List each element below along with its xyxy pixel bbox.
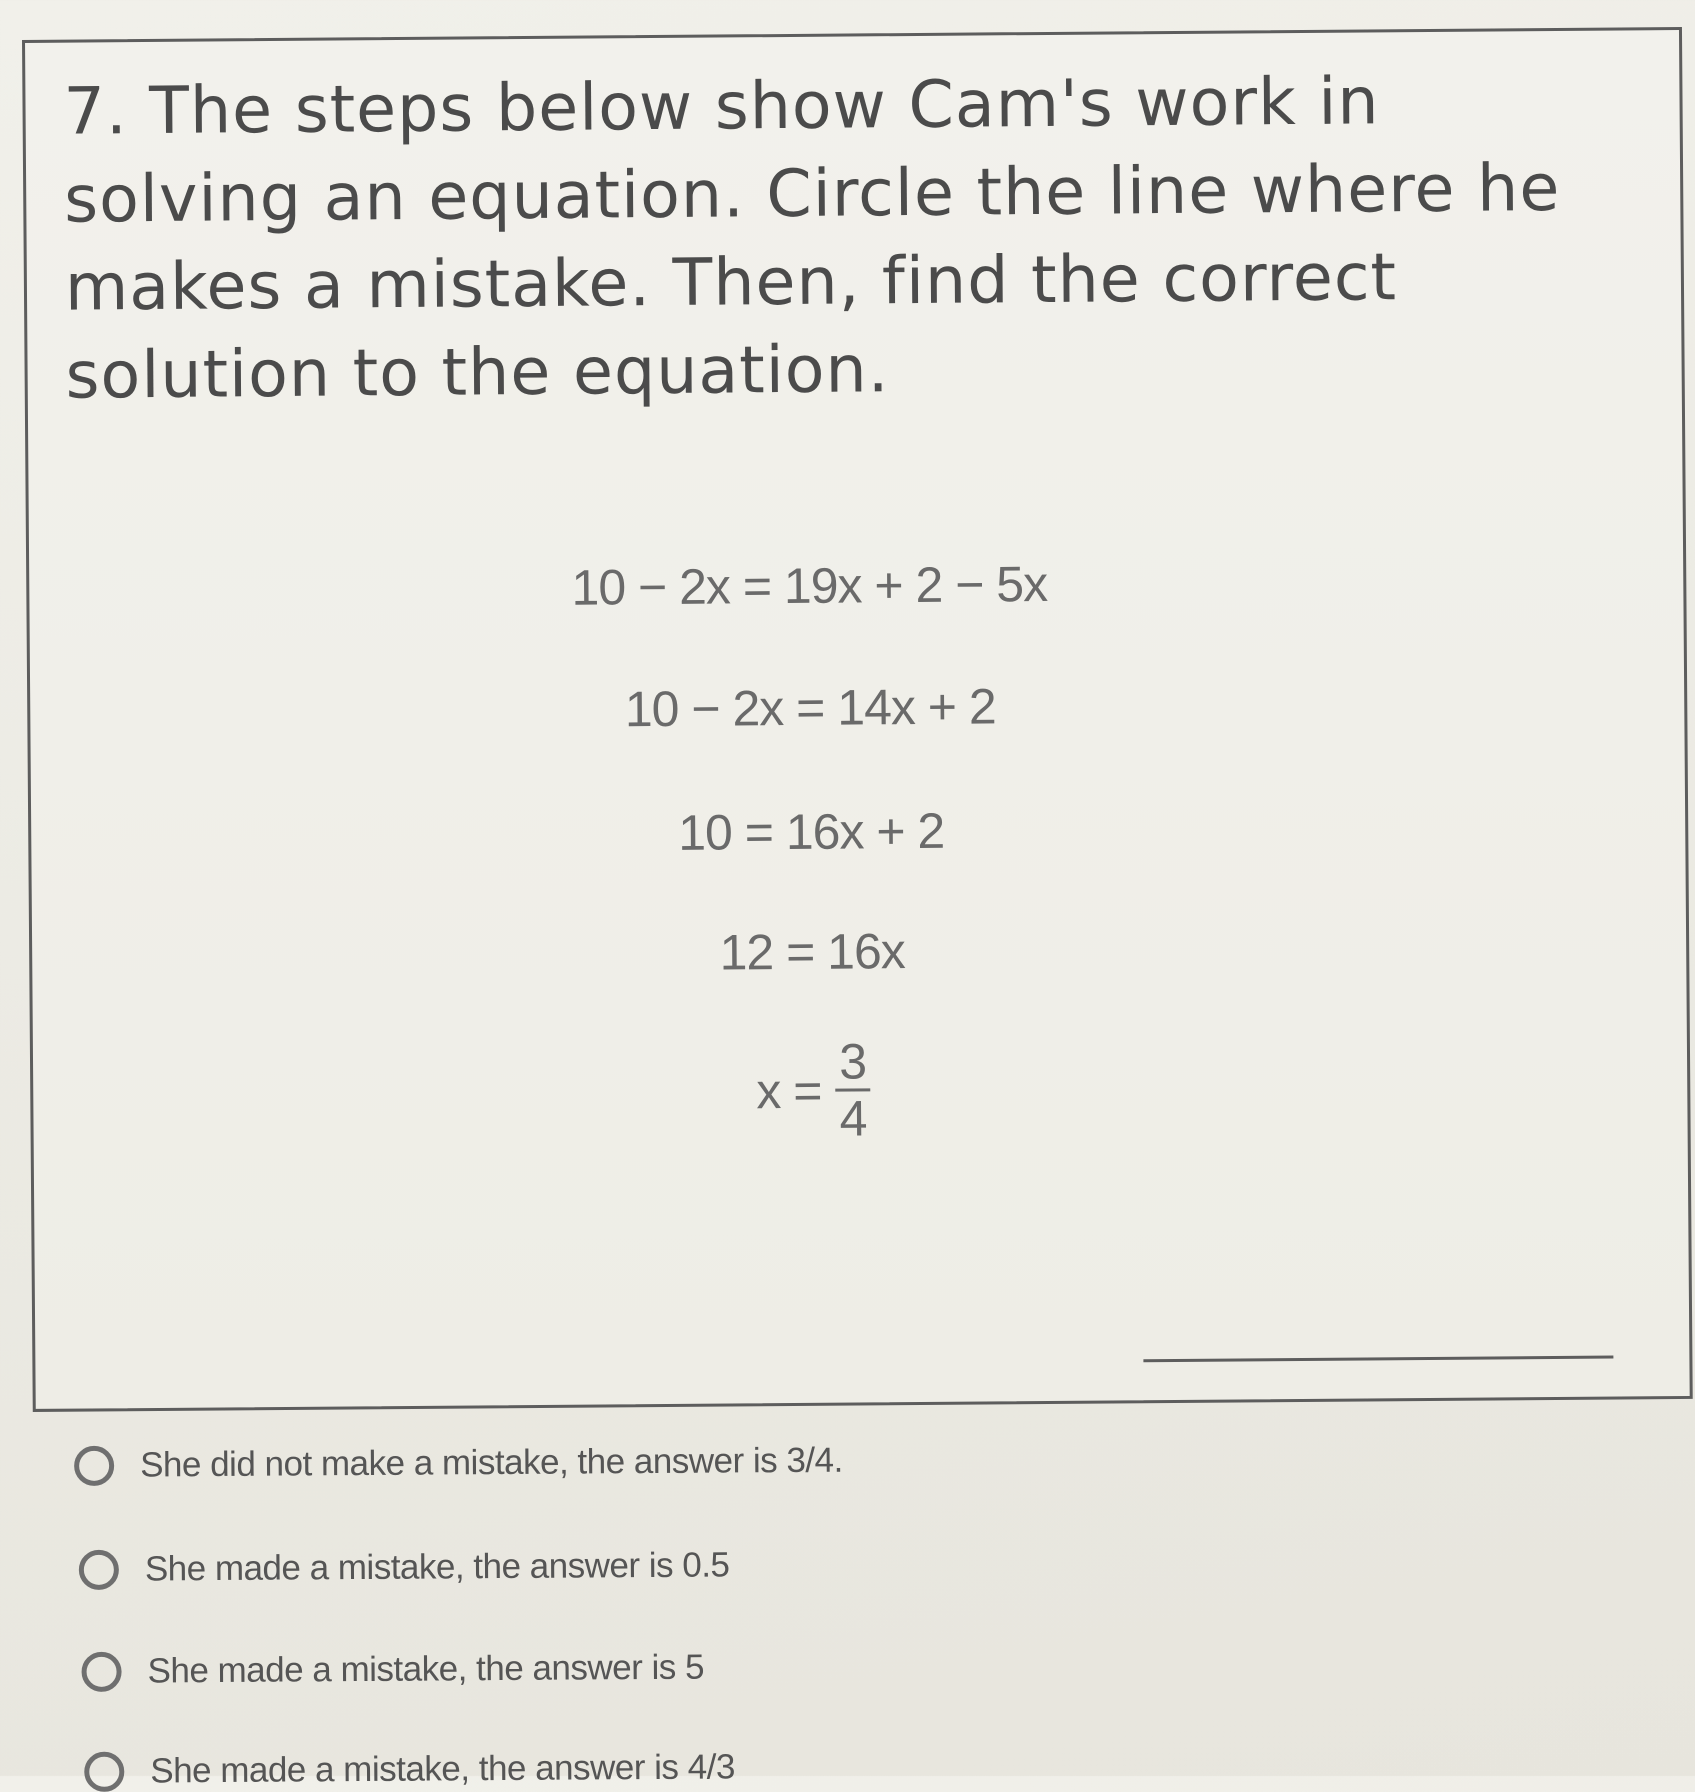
answer-blank-line — [1143, 1356, 1613, 1363]
equation-steps — [29, 521, 1589, 1147]
option-2[interactable] — [79, 1545, 730, 1590]
fraction-numerator: 3 — [835, 1034, 870, 1091]
equation-step-2: 10 − 2x = 14x + 2 — [624, 678, 996, 738]
fraction — [835, 1034, 871, 1145]
option-label: She made a mistake, the answer is 0.5 — [144, 1545, 730, 1589]
radio-button-icon[interactable] — [79, 1550, 119, 1590]
radio-button-icon[interactable] — [84, 1752, 124, 1792]
option-4[interactable] — [84, 1747, 735, 1792]
fraction-denominator: 4 — [839, 1090, 867, 1147]
equation-step-5-lhs: x = — [756, 1062, 822, 1119]
option-1[interactable] — [74, 1441, 843, 1486]
option-label: She made a mistake, the answer is 5 — [147, 1647, 705, 1691]
equation-step-3: 10 = 16x + 2 — [678, 802, 945, 861]
radio-button-icon[interactable] — [74, 1446, 114, 1486]
equation-step-4: 12 = 16x — [719, 923, 906, 981]
question-text: 7. The steps below show Cam's work in solving an equation. Circle the line where he makes a mistake. Then, find the correct solution to the equation. — [63, 64, 1561, 414]
answer-options — [74, 1436, 1574, 1791]
equation-step-1: 10 − 2x = 19x + 2 − 5x — [571, 555, 1048, 616]
option-3[interactable] — [81, 1648, 704, 1692]
radio-button-icon[interactable] — [81, 1652, 121, 1692]
option-label: She made a mistake, the answer is 4/3 — [150, 1747, 735, 1791]
equation-step-5 — [33, 1029, 1594, 1152]
option-label: She did not make a mistake, the answer is 3/4. — [139, 1440, 843, 1485]
question-card — [22, 27, 1693, 1412]
